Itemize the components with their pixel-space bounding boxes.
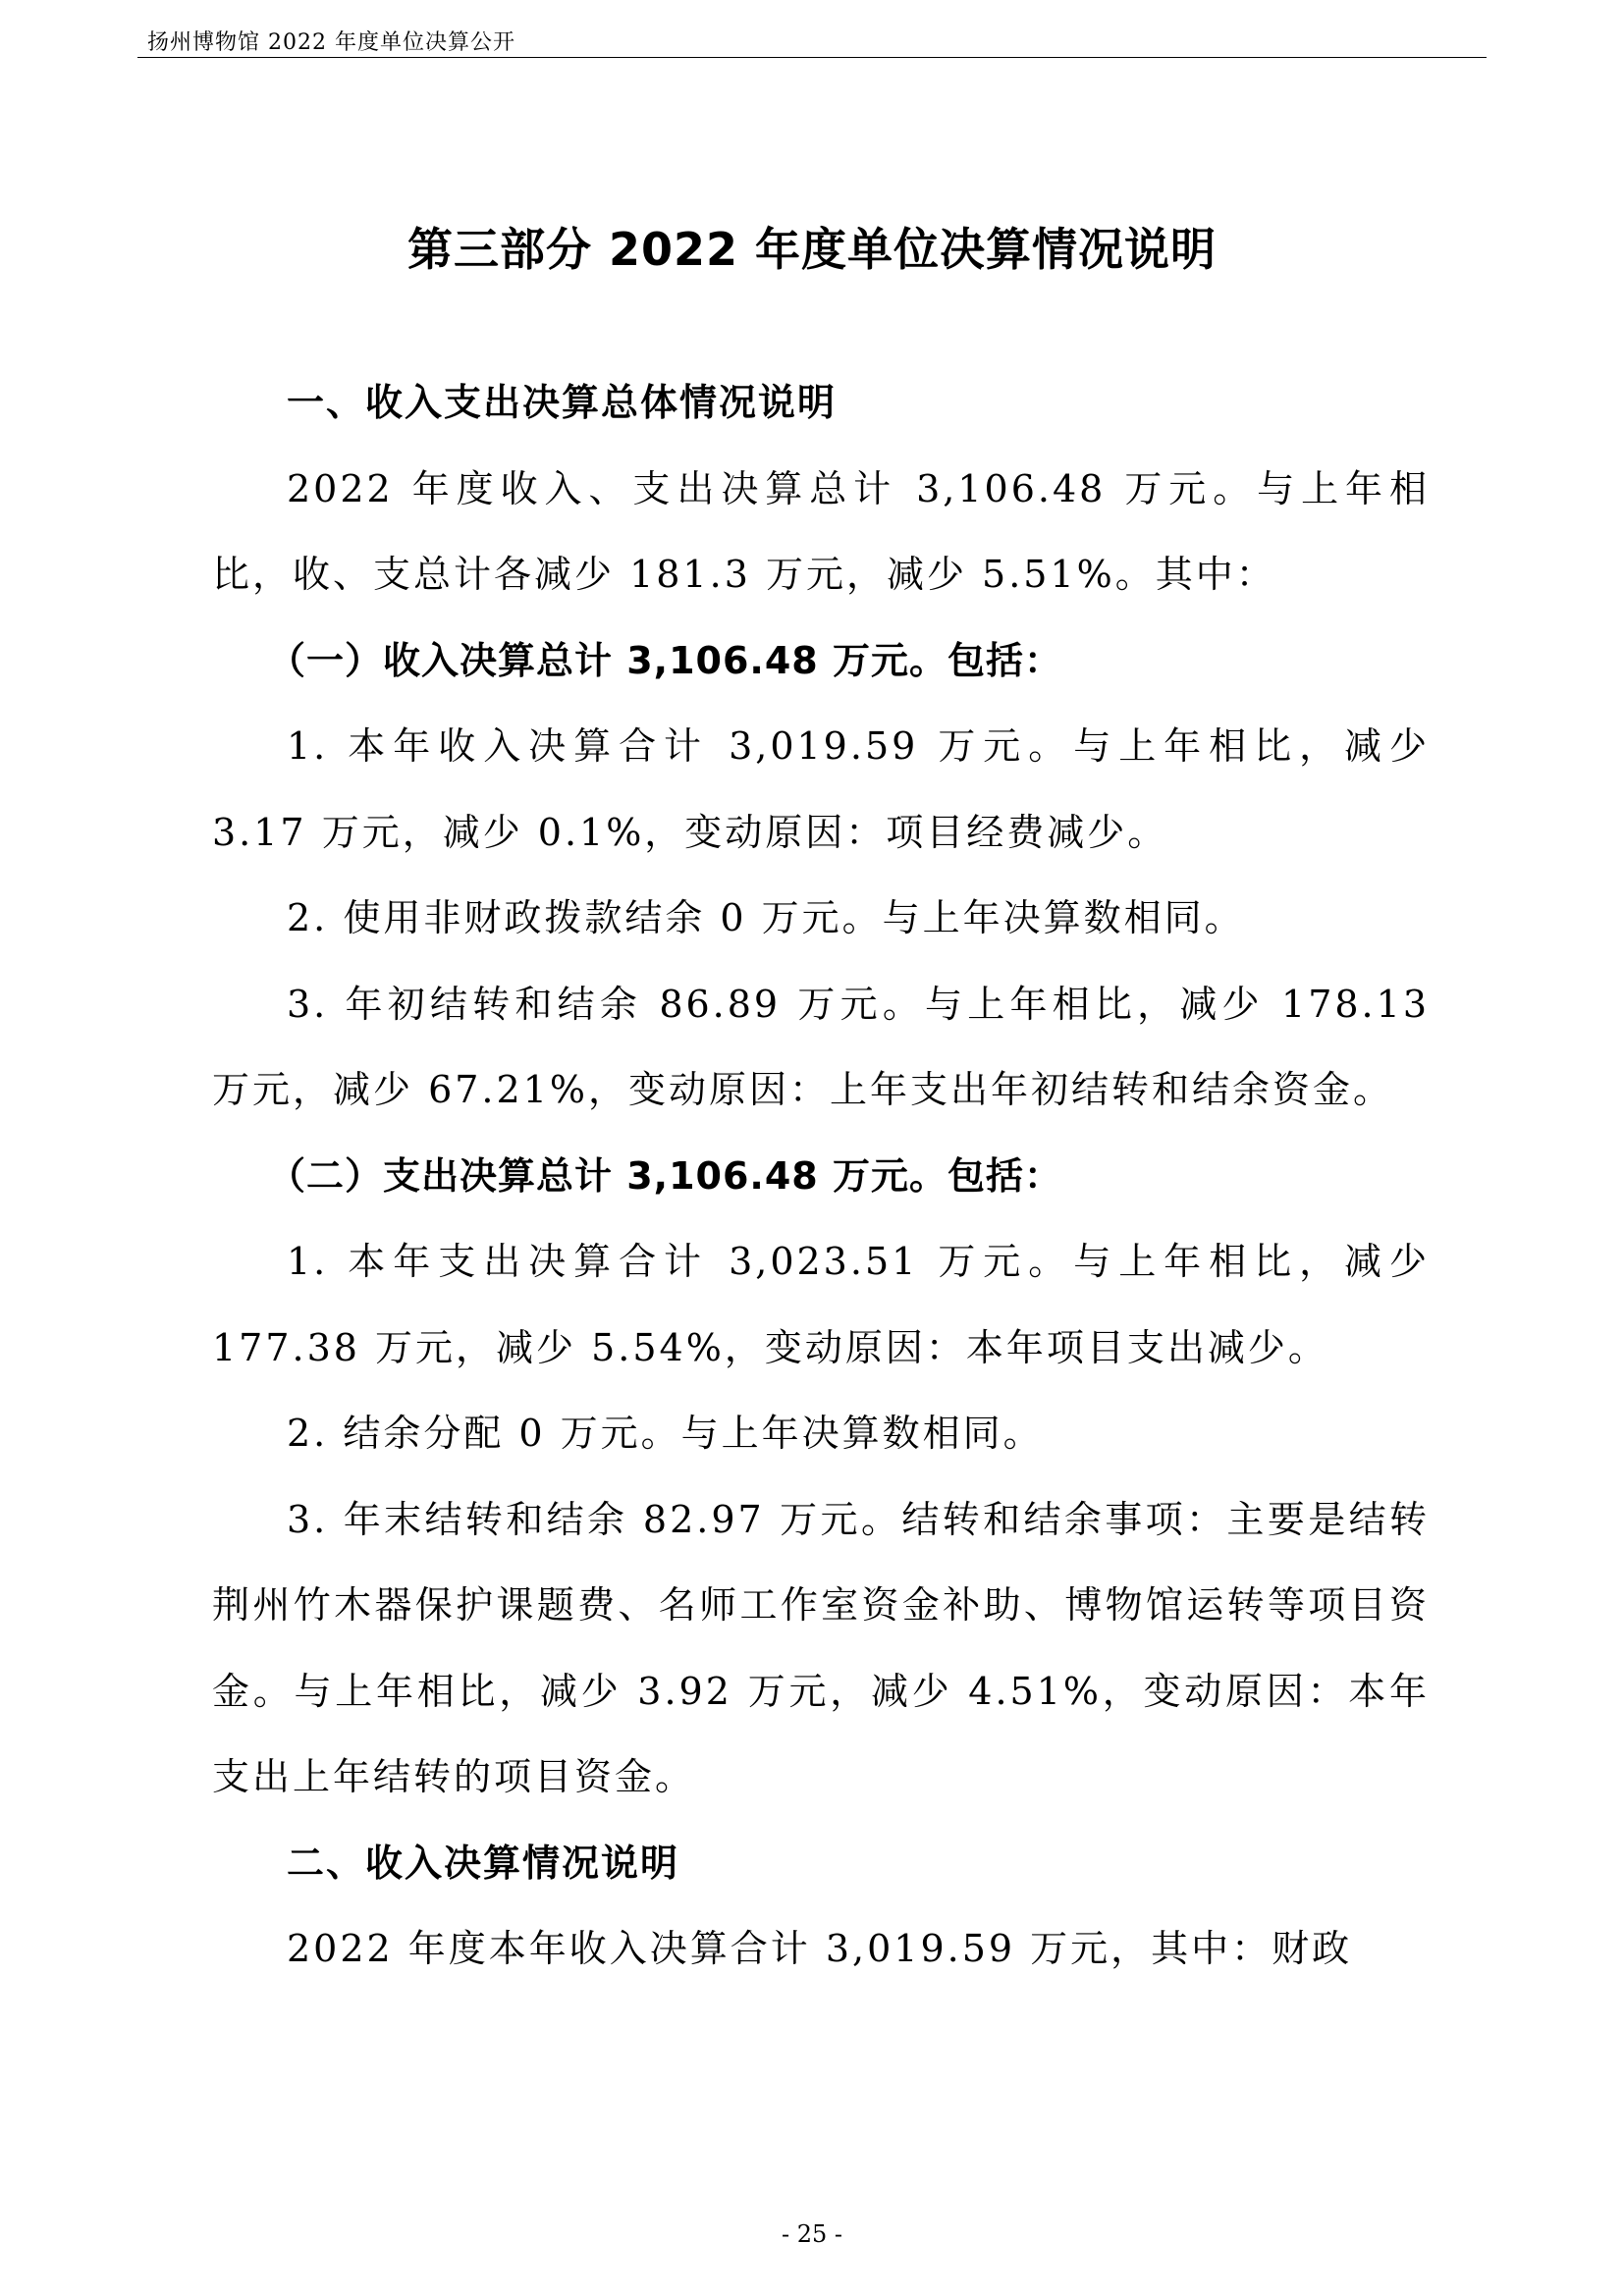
paragraph-income-2: 2. 使用非财政拨款结余 0 万元。与上年决算数相同。: [287, 896, 1245, 939]
paragraph-overview: 2022 年度收入、支出决算总计 3,106.48 万元。与上年相比，收、支总计各减少 181.3 万元，减少 5.51%。其中：: [212, 466, 1430, 596]
subsection-heading-income: （一）收入决算总计 3,106.48 万元。包括：: [268, 638, 1062, 682]
document-body: [212, 360, 1430, 1993]
paragraph-income-3: 3. 年初结转和结余 86.89 万元。与上年相比，减少 178.13 万元，减少 67.21%，变动原因：上年支出年初结转和结余资金。: [212, 982, 1430, 1111]
paragraph-expense-3: 3. 年末结转和结余 82.97 万元。结转和结余事项：主要是结转荆州竹木器保护课题费、名师工作室资金补助、博物馆运转等项目资金。与上年相比，减少 3.92 万元，减少 4.51%，变动原因：本年支出上年结转的项目资金。: [212, 1497, 1430, 1798]
document-title: 第三部分 2022 年度单位决算情况说明: [406, 223, 1218, 276]
page-number: - 25 -: [781, 2220, 842, 2248]
header-divider: [137, 57, 1487, 58]
page-header: 扬州博物馆 2022 年度单位决算公开: [147, 30, 515, 55]
paragraph-income-detail: 2022 年度本年收入决算合计 3,019.59 万元，其中：财政: [287, 1927, 1353, 1970]
section-heading-2: 二、收入决算情况说明: [287, 1841, 680, 1885]
paragraph-income-1: 1. 本年收入决算合计 3,019.59 万元。与上年相比，减少 3.17 万元，减少 0.1%，变动原因：项目经费减少。: [212, 724, 1430, 854]
section-heading-1: 一、收入支出决算总体情况说明: [287, 381, 838, 424]
paragraph-expense-1: 1. 本年支出决算合计 3,023.51 万元。与上年相比，减少 177.38 万元，减少 5.54%，变动原因：本年项目支出减少。: [212, 1240, 1430, 1369]
subsection-heading-expense: （二）支出决算总计 3,106.48 万元。包括：: [268, 1153, 1062, 1198]
paragraph-expense-2: 2. 结余分配 0 万元。与上年决算数相同。: [287, 1412, 1044, 1455]
